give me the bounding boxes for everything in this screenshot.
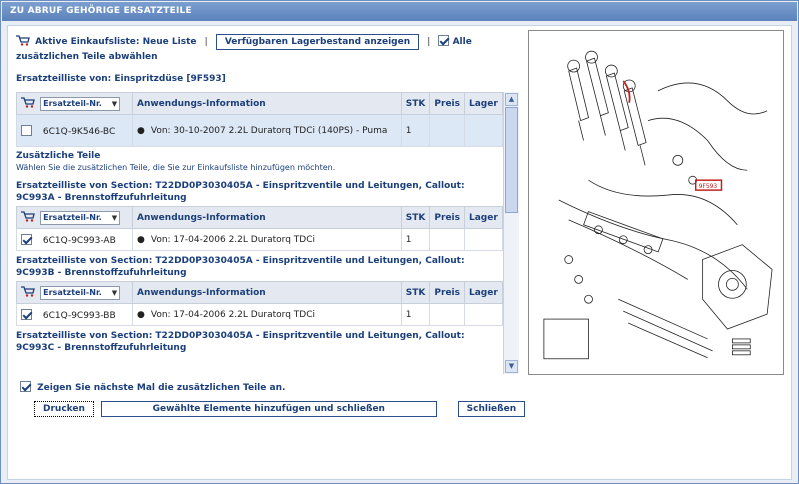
column-header-price: Preis	[430, 282, 465, 304]
application-info: Von: 17-04-2006 2.2L Duratorq TDCi	[150, 234, 315, 245]
section-title: Ersatzteilliste von Section: T22DD0P3030405A - Einspritzventile und Leitungen, Callout: 9C993A - Brennstoffzufuhrleitung	[16, 181, 465, 203]
table-row[interactable]	[17, 304, 503, 326]
part-number: 6C1Q-9C993-BB	[42, 310, 116, 321]
select-all-label: Alle zusätzlichen Teile abwählen	[16, 37, 472, 62]
extra-parts-note: Wählen Sie die zusätzlichen Teile, die Sie zur Einkaufsliste hinzufügen möchten.	[16, 163, 336, 172]
select-all-checkbox[interactable]	[438, 35, 449, 46]
separator: |	[427, 37, 431, 47]
stock	[465, 115, 503, 147]
column-header-stock: Lager	[465, 207, 503, 229]
column-header-stock: Lager	[465, 282, 503, 304]
column-header-qty: STK	[401, 207, 430, 229]
next-time-label: Zeigen Sie nächste Mal die zusätzlichen Teile an.	[37, 383, 286, 393]
quantity: 1	[401, 229, 430, 251]
price	[430, 304, 465, 326]
section-title: Ersatzteilliste von Section: T22DD0P3030405A - Einspritzventile und Leitungen, Callout: 9C993B - Brennstoffzufuhrleitung	[16, 256, 465, 278]
toolbar	[16, 34, 526, 64]
column-header-price: Preis	[430, 207, 465, 229]
next-time-option	[20, 381, 285, 393]
show-stock-button[interactable]: Verfügbaren Lagerbestand anzeigen	[216, 34, 419, 50]
price	[430, 115, 465, 147]
column-header-select	[17, 282, 133, 304]
column-header-info: Anwendungs-Information	[133, 207, 402, 229]
extra-parts-title: Zusätzliche Teile	[16, 151, 101, 161]
shopping-cart-icon	[21, 286, 35, 297]
column-header-info: Anwendungs-Information	[133, 93, 402, 115]
section-parts-table	[16, 206, 503, 251]
column-header-select	[17, 207, 133, 229]
shopping-cart-icon	[16, 35, 30, 46]
dialog-content	[7, 25, 792, 480]
footer-buttons	[34, 401, 529, 417]
highlight-callout-label[interactable]: 9F593	[698, 183, 718, 191]
column-header-qty: STK	[401, 93, 430, 115]
part-number: 6C1Q-9K546-BC	[42, 126, 116, 137]
sort-select[interactable]: Ersatzteil-Nr. ▼	[40, 211, 120, 225]
section-parts-table	[16, 281, 503, 326]
separator: |	[204, 37, 208, 47]
scroll-up-icon[interactable]: ▲	[505, 93, 518, 106]
table-row[interactable]	[17, 115, 503, 147]
shopping-cart-icon	[21, 97, 35, 108]
scroll-down-icon[interactable]: ▼	[505, 360, 518, 373]
shopping-cart-icon	[21, 211, 35, 222]
column-header-info: Anwendungs-Information	[133, 282, 402, 304]
parts-diagram[interactable]	[528, 30, 784, 375]
row-checkbox[interactable]	[21, 234, 32, 245]
vertical-scrollbar[interactable]	[503, 92, 519, 374]
bullet: ●	[137, 234, 145, 245]
close-button[interactable]: Schließen	[458, 401, 525, 417]
print-button[interactable]: Drucken	[34, 401, 94, 417]
price	[430, 229, 465, 251]
section-title: Ersatzteilliste von Section: T22DD0P3030405A - Einspritzventile und Leitungen, Callout: 9C993C - Brennstoffzufuhrleitung	[16, 331, 465, 353]
column-header-qty: STK	[401, 282, 430, 304]
stock	[465, 304, 503, 326]
active-list-link[interactable]: Aktive Einkaufsliste: Neue Liste	[35, 37, 197, 47]
bullet: ●	[137, 125, 145, 136]
part-number: 6C1Q-9C993-AB	[42, 235, 116, 246]
main-parts-table	[16, 92, 503, 147]
quantity: 1	[401, 115, 430, 147]
application-info: Von: 17-04-2006 2.2L Duratorq TDCi	[150, 309, 315, 320]
sort-select[interactable]: Ersatzteil-Nr. ▼	[40, 286, 120, 300]
exploded-view-drawing	[529, 31, 783, 374]
column-header-select	[17, 93, 133, 115]
row-checkbox[interactable]	[21, 309, 32, 320]
row-checkbox[interactable]	[21, 125, 32, 136]
scroll-thumb[interactable]	[505, 107, 518, 213]
column-header-stock: Lager	[465, 93, 503, 115]
add-and-close-button[interactable]: Gewählte Elemente hinzufügen und schließen	[101, 401, 437, 417]
bullet: ●	[137, 309, 145, 320]
application-info: Von: 30-10-2007 2.2L Duratorq TDCi (140PS) - Puma	[150, 125, 388, 136]
table-row[interactable]	[17, 229, 503, 251]
column-header-price: Preis	[430, 93, 465, 115]
sort-select[interactable]: Ersatzteil-Nr. ▼	[40, 97, 120, 111]
parts-scroll-area[interactable]	[16, 92, 519, 374]
next-time-checkbox[interactable]	[20, 381, 31, 392]
dialog-title: ZU ABRUF GEHÖRIGE ERSATZTEILE	[2, 2, 797, 21]
stock	[465, 229, 503, 251]
parts-list-heading: Ersatzteilliste von: Einspritzdüse [9F593]	[16, 74, 226, 84]
quantity: 1	[401, 304, 430, 326]
